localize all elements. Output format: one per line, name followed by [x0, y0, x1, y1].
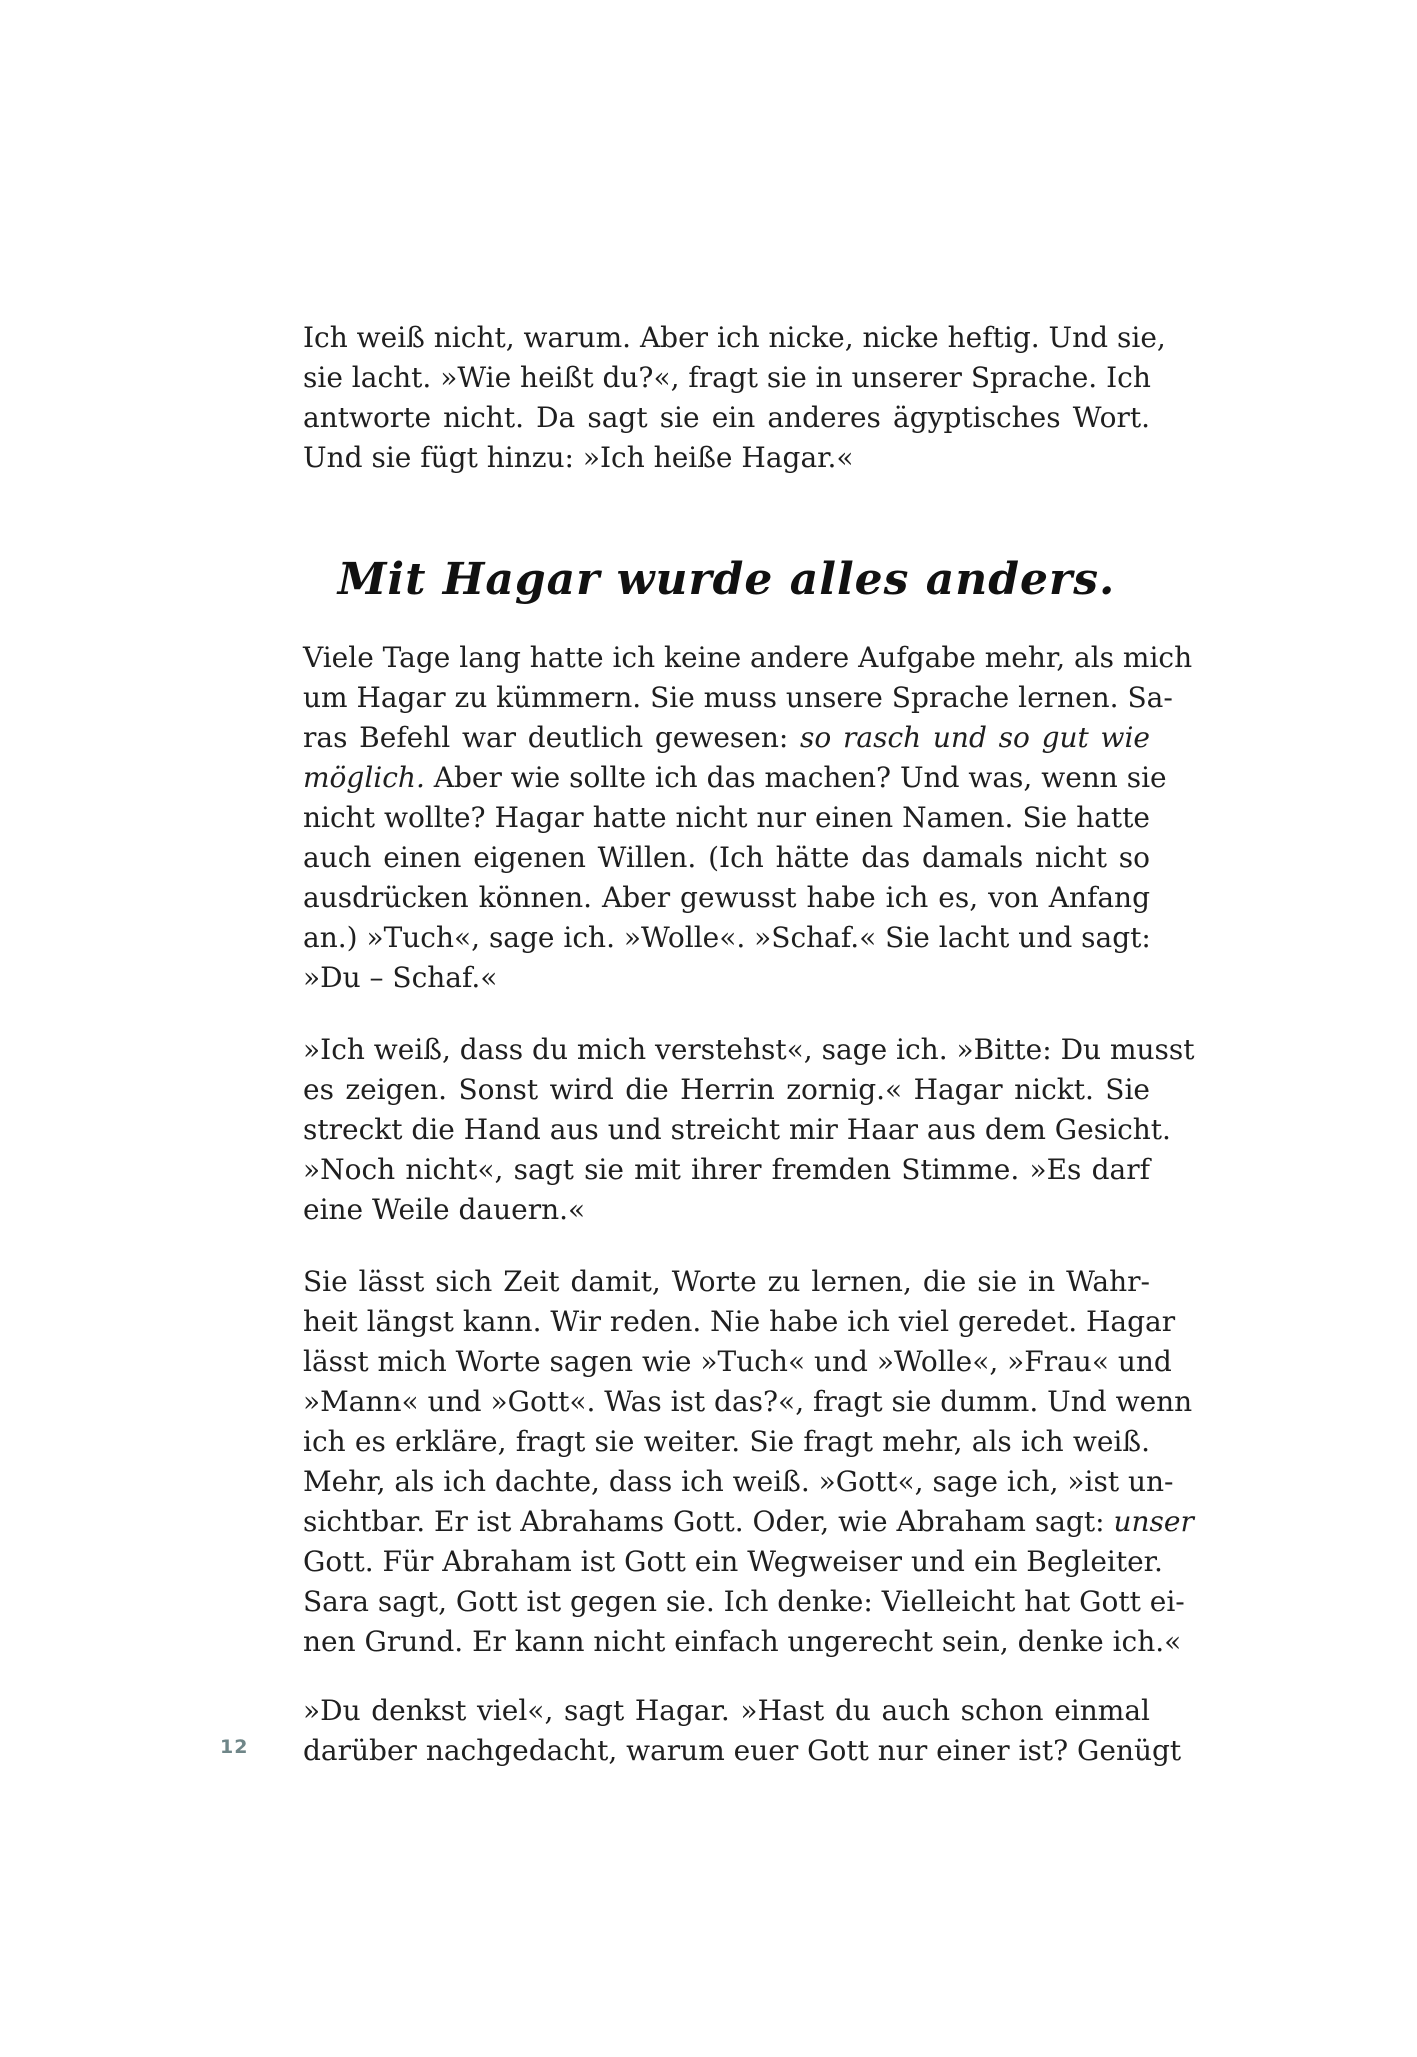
paragraph-2	[303, 638, 1193, 998]
text-line	[303, 1502, 1194, 1542]
text-line: eine Weile dauern.«	[303, 1193, 586, 1226]
text-line: lässt mich Worte sagen wie »Tuch« und »Wolle«, »Frau« und	[303, 1345, 1172, 1378]
italic-text: so rasch und so gut wie	[800, 721, 1150, 754]
paragraph-5	[303, 1691, 1182, 1771]
text-line: es zeigen. Sonst wird die Herrin zornig.« Hagar nickt. Sie	[303, 1073, 1150, 1106]
text-line	[303, 758, 1167, 798]
page-number: 12	[220, 1736, 249, 1758]
text-line: ausdrücken können. Aber gewusst habe ich es, von Anfang	[303, 881, 1150, 914]
text-fragment: ras Befehl war deutlich gewesen:	[303, 721, 801, 754]
text-line: »Ich weiß, dass du mich verstehst«, sage ich. »Bitte: Du musst	[303, 1033, 1195, 1066]
text-line: nicht wollte? Hagar hatte nicht nur einen Namen. Sie hatte	[303, 801, 1150, 834]
text-line: »Mann« und »Gott«. Was ist das?«, fragt sie dumm. Und wenn	[303, 1385, 1193, 1418]
text-line: sie lacht. »Wie heißt du?«, fragt sie in unserer Sprache. Ich	[303, 361, 1151, 394]
text-fragment: Aber wie sollte ich das machen? Und was, wenn sie	[424, 761, 1167, 794]
text-line: Viele Tage lang hatte ich keine andere Aufgabe mehr, als mich	[303, 641, 1193, 674]
text-line: ich es erkläre, fragt sie weiter. Sie fragt mehr, als ich weiß.	[303, 1425, 1150, 1458]
paragraph-1	[303, 318, 1166, 478]
text-line: auch einen eigenen Willen. (Ich hätte das damals nicht so	[303, 841, 1150, 874]
chapter-heading: Mit Hagar wurde alles anders.	[337, 554, 1116, 605]
italic-text: unser	[1113, 1505, 1194, 1538]
text-line: nen Grund. Er kann nicht einfach ungerecht sein, denke ich.«	[303, 1625, 1182, 1658]
paragraph-3	[303, 1030, 1195, 1230]
text-line: »Noch nicht«, sagt sie mit ihrer fremden Stimme. »Es darf	[303, 1153, 1150, 1186]
text-line: Mehr, als ich dachte, dass ich weiß. »Gott«, sage ich, »ist un-	[303, 1465, 1174, 1498]
text-line: an.) »Tuch«, sage ich. »Wolle«. »Schaf.« Sie lacht und sagt:	[303, 921, 1151, 954]
text-line: »Du denkst viel«, sagt Hagar. »Hast du auch schon einmal	[303, 1694, 1150, 1727]
text-line: Gott. Für Abraham ist Gott ein Wegweiser und ein Begleiter.	[303, 1545, 1163, 1578]
paragraph-4	[303, 1262, 1194, 1662]
text-line: Sara sagt, Gott ist gegen sie. Ich denke: Vielleicht hat Gott ei-	[303, 1585, 1185, 1618]
text-line: Und sie fügt hinzu: »Ich heiße Hagar.«	[303, 441, 854, 474]
text-line: Sie lässt sich Zeit damit, Worte zu lernen, die sie in Wahr-	[303, 1265, 1150, 1298]
text-line: um Hagar zu kümmern. Sie muss unsere Sprache lernen. Sa-	[303, 681, 1173, 714]
text-line: »Du – Schaf.«	[303, 961, 498, 994]
text-line	[303, 718, 1150, 758]
italic-text: möglich.	[303, 761, 425, 794]
text-line: heit längst kann. Wir reden. Nie habe ich viel geredet. Hagar	[303, 1305, 1176, 1338]
text-fragment: sichtbar. Er ist Abrahams Gott. Oder, wie Abraham sagt:	[303, 1505, 1114, 1538]
text-line: darüber nachgedacht, warum euer Gott nur einer ist? Genügt	[303, 1734, 1182, 1767]
text-line: Ich weiß nicht, warum. Aber ich nicke, nicke heftig. Und sie,	[303, 321, 1166, 354]
text-line: antworte nicht. Da sagt sie ein anderes ägyptisches Wort.	[303, 401, 1150, 434]
text-line: streckt die Hand aus und streicht mir Haar aus dem Gesicht.	[303, 1113, 1171, 1146]
